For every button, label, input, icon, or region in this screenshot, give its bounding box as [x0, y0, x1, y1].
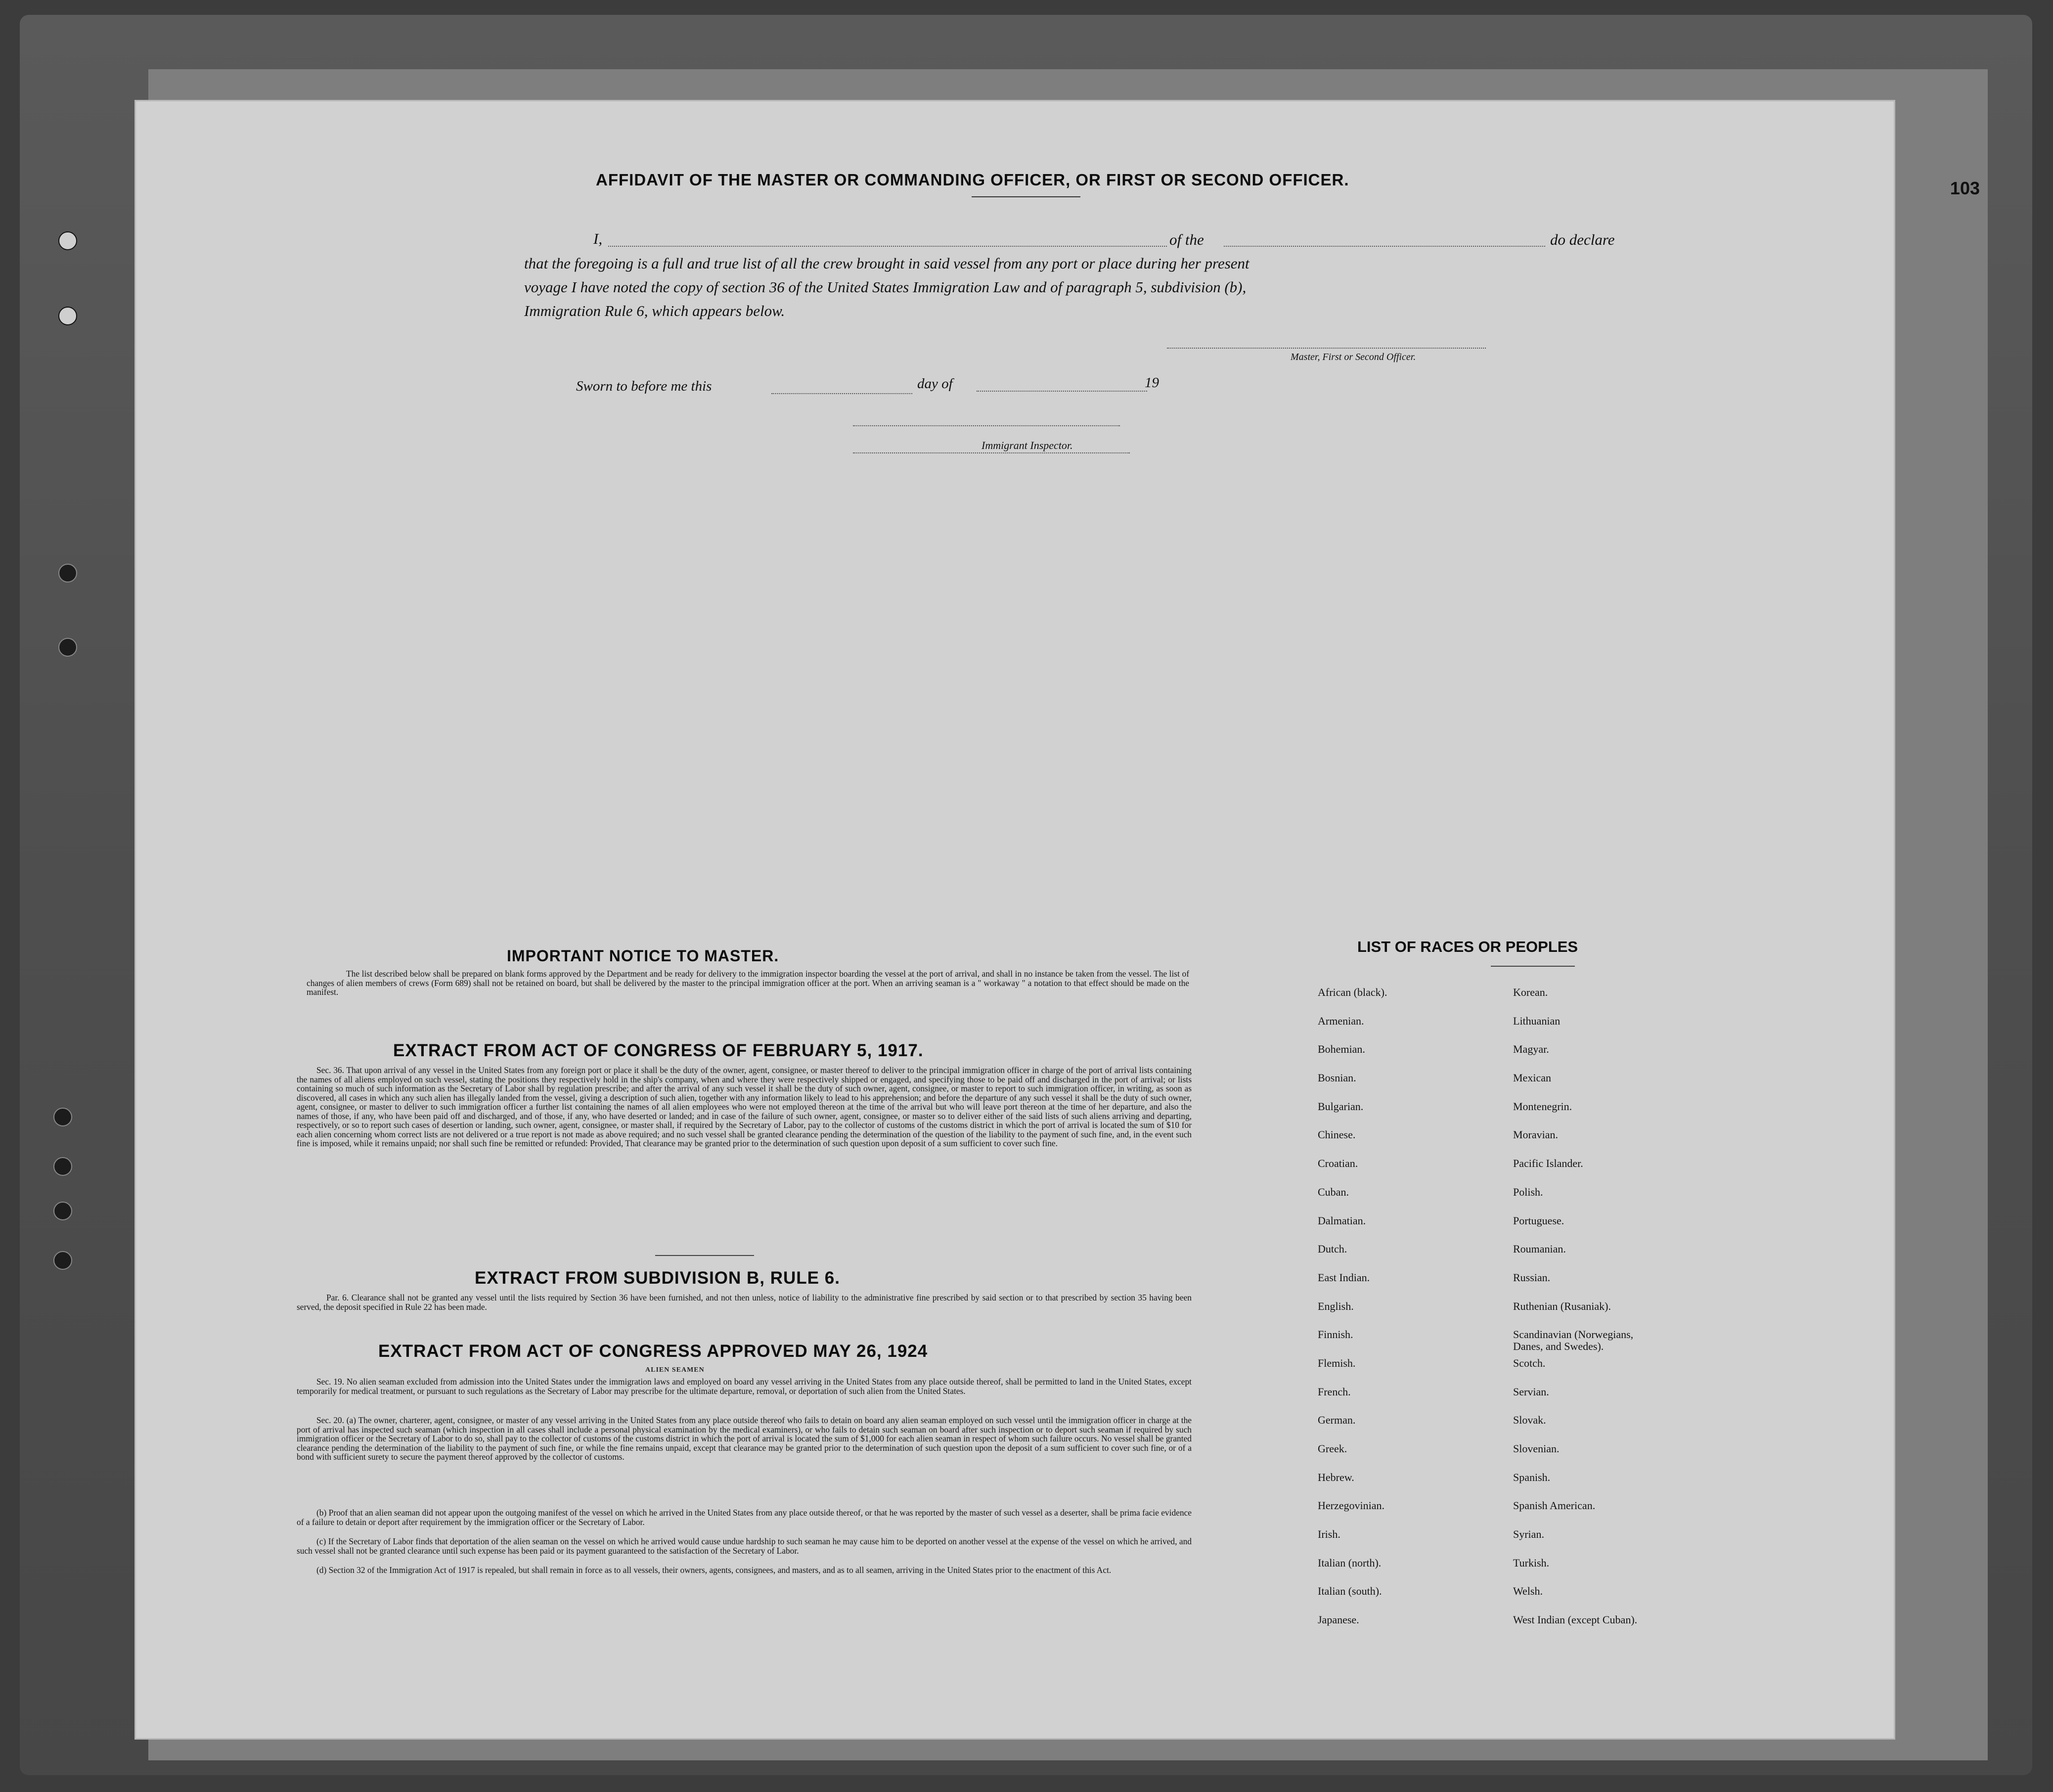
- extract-1917-title: EXTRACT FROM ACT OF CONGRESS OF FEBRUARY 5, 1917.: [393, 1041, 924, 1060]
- race-item: Cuban.: [1318, 1185, 1349, 1198]
- extract-1924-sec20c: (c) If the Secretary of Labor finds that deportation of the alien seaman on the vessel on which he arrived would cause undue hardship to such seaman he may cause him to be deported on another vessel at the expense of the vessel on which he arrived, and such vessel shall not be granted clearance until such expense has been paid or its payment guaranteed to the satisfaction of the Secretary of Labor.: [297, 1536, 1192, 1556]
- race-item: Herzegovinian.: [1318, 1499, 1384, 1512]
- race-item: Greek.: [1318, 1442, 1347, 1455]
- affidavit-declare: do declare: [1550, 231, 1615, 248]
- race-item: Finnish.: [1318, 1328, 1353, 1341]
- binder-hole: [53, 1251, 72, 1270]
- race-item: Pacific Islander.: [1513, 1157, 1583, 1170]
- race-item: Lithuanian: [1513, 1014, 1561, 1027]
- races-right-column: [1513, 986, 1711, 1643]
- race-item: Scotch.: [1513, 1356, 1546, 1369]
- race-item: Turkish.: [1513, 1556, 1550, 1569]
- race-item: Italian (south).: [1318, 1585, 1382, 1598]
- race-item: Roumanian.: [1513, 1243, 1566, 1255]
- race-item: German.: [1318, 1414, 1356, 1427]
- races-left-column: [1318, 986, 1387, 1643]
- race-item: Dutch.: [1318, 1243, 1347, 1255]
- race-item: Scandinavian (Norwegians, Danes, and Swedes).: [1513, 1328, 1634, 1353]
- extract-1917-body: Sec. 36. That upon arrival of any vessel in the United States from any foreign port or place it shall be the duty of the owner, agent, consignee, or master thereof to deliver to the principal immigration officer in charge of the port of arrival lists containing the names of all aliens employed on such vessel, stating the positions they respectively hold in the ship's company, when and where they were respectively shipped or engaged, and specifying those to be paid off and discharged in the port of arrival; or lists containing so much of such information as the Secretary of Labor shall by regulation prescribe; and after the arrival of any such vessel it shall be the duty of such owner, agent, consignee, or master to report to such immigration officer, in writing, as soon as discovered, all cases in which any such alien has illegally landed from the vessel, giving a description of such alien, together with any information likely to lead to his apprehension; and before the departure of any such vessel it shall be the duty of such owner, agent, consignee, or master to deliver to such immigration officer a further list containing the names of all alien employees who were not employed thereon at the time of the arrival but who will leave port thereon at the time of her departure, and also the names of those, if any, who have been paid off and discharged, and of those, if any, who have deserted or landed; and in case of the failure of such owner, agent, consignee, or master so to deliver either of the said lists of such aliens arriving and departing, respectively, or so to report such cases of desertion or landing, such owner, agent, consignee, or master shall, if required by the Secretary of Labor, pay to the collector of customs of the customs district in which the port of arrival is located the sum of $10 for each alien concerning whom correct lists are not delivered or a true report is not made as above required; and no such vessel shall be granted clearance pending the determination of the question of the liability to the payment of such fine, and, in the event such fine is imposed, while it remains unpaid; nor shall such fine be remitted or refunded: Provided, That clearance may be granted prior to the determination of such question upon deposit of a sum sufficient to cover such fine.: [297, 1065, 1192, 1148]
- race-item: Dalmatian.: [1318, 1214, 1366, 1227]
- affidavit-of-the: of the: [1169, 231, 1204, 248]
- affidavit-line-2: that the foregoing is a full and true list of all the crew brought in said vessel from any port or place during her present: [524, 255, 1250, 272]
- race-item: Croatian.: [1318, 1157, 1358, 1170]
- race-item: Polish.: [1513, 1185, 1543, 1198]
- affidavit-line-3: voyage I have noted the copy of section 36 of the United States Immigration Law and of paragraph 5, subdivision (b),: [524, 278, 1247, 296]
- extract-1924-title: EXTRACT FROM ACT OF CONGRESS APPROVED MAY 26, 1924: [378, 1342, 928, 1361]
- race-item: Portuguese.: [1513, 1214, 1564, 1227]
- race-item: Magyar.: [1513, 1043, 1549, 1056]
- race-item: Japanese.: [1318, 1613, 1359, 1626]
- binder-hole: [58, 307, 77, 325]
- extract-rule6-body: Par. 6. Clearance shall not be granted any vessel until the lists required by Section 36 have been furnished, and not then unless, notice of liability to the administrative fine prescribed by said section or to that prescribed by section 35 having been served, the deposit specified in Rule 22 has been made.: [297, 1293, 1192, 1312]
- extract-1924-sec19: Sec. 19. No alien seaman excluded from admission into the United States under the immigration laws and employed on board any vessel arriving in the United States from any place outside thereof, shall be permitted to land in the United States, except temporarily for medical treatment, or pursuant to such regulations as the Secretary of Labor may prescribe for the ultimate departure, removal, or deportation of such alien from the United States.: [297, 1377, 1192, 1396]
- page-number: 103: [1950, 178, 1980, 198]
- inspector-label: Immigrant Inspector.: [982, 439, 1073, 451]
- race-item: East Indian.: [1318, 1271, 1370, 1284]
- race-item: Mexican: [1513, 1072, 1551, 1084]
- race-item: Korean.: [1513, 986, 1548, 998]
- extract-rule6-title: EXTRACT FROM SUBDIVISION B, RULE 6.: [475, 1268, 840, 1288]
- extract-1924-sec20a: Sec. 20. (a) The owner, charterer, agent, consignee, or master of any vessel arriving in the United States from any place outside thereof who fails to detain on board any alien seaman employed on such vessel until the immigration officer in charge at the port of arrival has inspected such seaman (which inspection in all cases shall include a personal physical examination by the medical examiners), or who fails to detain such seaman on board after such inspection or to deport such seaman if required by such immigration officer or the Secretary of Labor to do so, shall pay to the collector of customs of the customs district in which the port of arrival is located the sum of $1,000 for each alien seaman in respect of whom such failure occurs. No vessel shall be granted clearance pending the determination of the liability to the payment of such fine, or while the fine remains unpaid, except that clearance may be granted prior to the determination of such question upon the deposit of a sum sufficient to cover such fine, or of a bond with sufficient surety to secure the payment thereof approved by the collector of customs.: [297, 1415, 1192, 1462]
- race-item: Italian (north).: [1318, 1556, 1382, 1569]
- race-item: African (black).: [1318, 986, 1387, 998]
- race-item: Hebrew.: [1318, 1471, 1354, 1483]
- sworn-day-blank: [771, 393, 912, 394]
- race-item: Chinese.: [1318, 1128, 1356, 1141]
- race-item: Ruthenian (Rusaniak).: [1513, 1299, 1611, 1312]
- race-item: Spanish American.: [1513, 1499, 1596, 1512]
- races-title: LIST OF RACES OR PEOPLES: [1357, 938, 1578, 955]
- race-item: English.: [1318, 1299, 1354, 1312]
- month-blank: [977, 391, 1147, 392]
- year-text: 19: [1145, 375, 1159, 391]
- race-item: Bohemian.: [1318, 1043, 1365, 1056]
- binder-hole: [53, 1202, 72, 1220]
- inspector-signature-line: [853, 425, 1120, 426]
- race-item: Russian.: [1513, 1271, 1551, 1284]
- affidavit-line-4: Immigration Rule 6, which appears below.: [524, 302, 785, 319]
- race-item: Bulgarian.: [1318, 1100, 1364, 1113]
- race-item: West Indian (except Cuban).: [1513, 1613, 1638, 1626]
- race-item: Montenegrin.: [1513, 1100, 1572, 1113]
- race-item: Armenian.: [1318, 1014, 1364, 1027]
- alien-seamen-subtitle: ALIEN SEAMEN: [645, 1366, 705, 1374]
- vessel-blank: [1224, 246, 1545, 247]
- affidavit-page: [136, 101, 1894, 1738]
- race-item: Slovenian.: [1513, 1442, 1560, 1455]
- race-item: Slovak.: [1513, 1414, 1546, 1427]
- race-item: Welsh.: [1513, 1585, 1543, 1598]
- day-of-text: day of: [917, 376, 953, 392]
- master-signature-line: [1167, 348, 1486, 349]
- race-item: Spanish.: [1513, 1471, 1551, 1483]
- affidavit-line-i: I,: [593, 230, 603, 247]
- race-item: Irish.: [1318, 1528, 1340, 1541]
- extract-1924-sec20d: (d) Section 32 of the Immigration Act of 1917 is repealed, but shall remain in force as to all vessels, their owners, agents, consignees, and masters, and as to all seamen, arriving in the United States prior to the enactment of this Act.: [316, 1565, 1112, 1575]
- races-rule: [1491, 966, 1575, 967]
- binder-hole: [53, 1157, 72, 1176]
- race-item: Syrian.: [1513, 1528, 1544, 1541]
- notice-body: The list described below shall be prepared on blank forms approved by the Department and be ready for delivery to the immigration inspector boarding the vessel at the port of arrival, and shall in no instance be taken from the vessel. The list of changes of alien members of crews (Form 689) shall not be retained on board, but shall be delivered by the master to the principal immigration officer at the port. When an arriving seaman is a " workaway " a notation to that effect should be made on the manifest.: [307, 969, 1189, 997]
- extract-1924-sec20b: (b) Proof that an alien seaman did not appear upon the outgoing manifest of the vessel on which he arrived in the United States from any place outside thereof, or that he was reported by the master of such vessel as a deserter, shall be prima facie evidence of a failure to detain or deport after requirement by the immigration officer or the Secretary of Labor.: [297, 1508, 1192, 1527]
- race-item: Bosnian.: [1318, 1072, 1356, 1084]
- race-item: Servian.: [1513, 1385, 1549, 1398]
- name-blank: [608, 246, 1167, 247]
- notice-title: IMPORTANT NOTICE TO MASTER.: [507, 947, 779, 965]
- binder-hole: [58, 564, 77, 582]
- race-item: French.: [1318, 1385, 1351, 1398]
- binder-hole: [58, 638, 77, 657]
- sworn-text: Sworn to before me this: [576, 378, 712, 394]
- inspector-rule: [853, 452, 1130, 453]
- master-signature-label: Master, First or Second Officer.: [1291, 352, 1416, 362]
- binder-hole: [53, 1108, 72, 1126]
- affidavit-title: AFFIDAVIT OF THE MASTER OR COMMANDING OFFICER, OR FIRST OR SECOND OFFICER.: [596, 171, 1349, 189]
- bleed-through: [1619, 156, 1629, 195]
- title-rule: [972, 196, 1080, 197]
- race-item: Moravian.: [1513, 1128, 1559, 1141]
- binder-hole: [58, 231, 77, 250]
- section-separator: [655, 1255, 754, 1256]
- race-item: Flemish.: [1318, 1356, 1356, 1369]
